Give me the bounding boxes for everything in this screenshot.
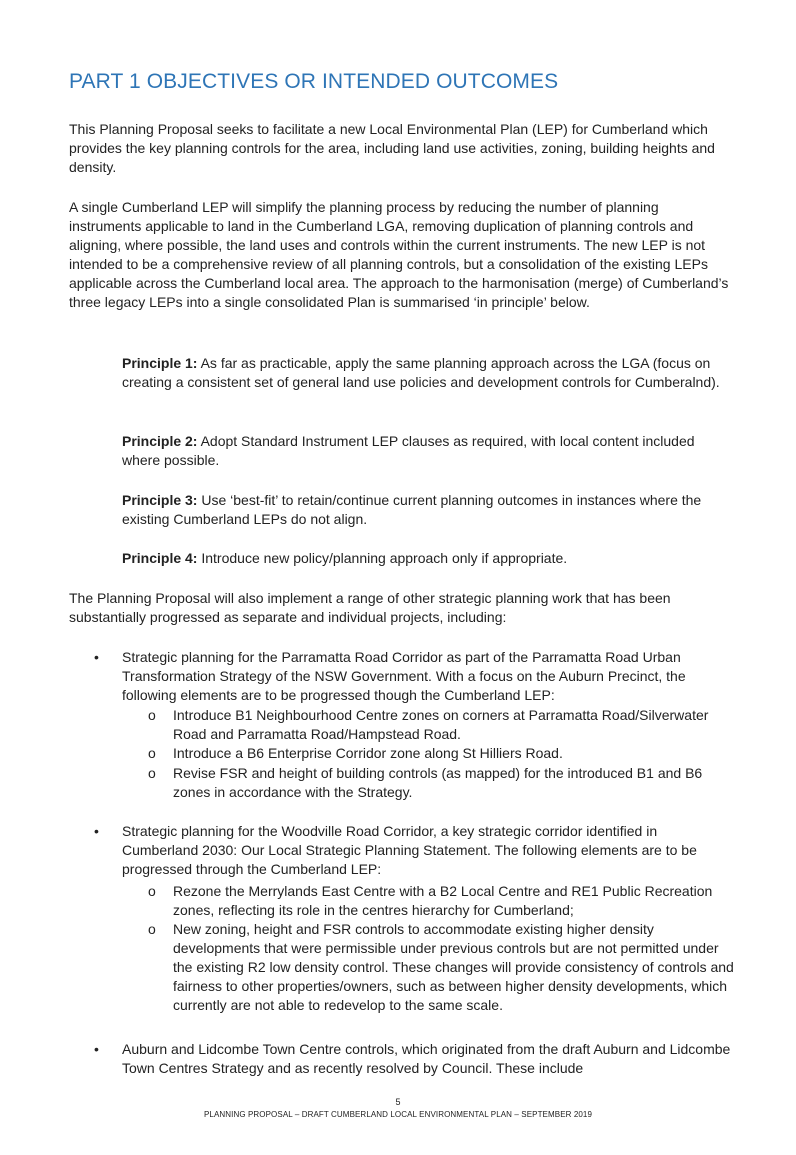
section-heading: PART 1 OBJECTIVES OR INTENDED OUTCOMES — [69, 70, 559, 93]
principle-3 — [122, 491, 734, 529]
strategic-intro-paragraph: The Planning Proposal will also implement a range of other strategic planning work that has been substantially progressed as separate and individual projects, including: — [69, 590, 671, 625]
list-item — [94, 822, 734, 879]
principle-text: As far as practicable, apply the same planning approach across the LGA (focus on creating a consistent set of general land use policies and development controls for Cumberalnd). — [122, 355, 720, 390]
bullet-icon: • — [94, 1041, 99, 1057]
sub-bullet-icon: o — [148, 883, 156, 899]
sub-bullet-icon: o — [148, 921, 156, 937]
sub-list-item-text: Introduce B1 Neighbourhood Centre zones on corners at Parramatta Road/Silverwater Road and Parramatta Road/Hampstead Road. — [173, 707, 709, 742]
bullet-icon: • — [94, 823, 99, 839]
principle-text: Introduce new policy/planning approach only if appropriate. — [197, 550, 568, 566]
bullet-icon: • — [94, 649, 99, 665]
list-item — [94, 1040, 734, 1078]
principle-1 — [122, 354, 734, 392]
principle-text: Use ‘best-fit’ to retain/continue current planning outcomes in instances where the existing Cumberland LEPs do not align. — [122, 492, 702, 527]
principle-label: Principle 1: — [122, 355, 198, 371]
page-footer: PLANNING PROPOSAL – DRAFT CUMBERLAND LOCAL ENVIRONMENTAL PLAN – SEPTEMBER 2019 — [203, 1110, 593, 1119]
sub-list-item-text: Rezone the Merrylands East Centre with a B2 Local Centre and RE1 Public Recreation zones, reflecting its role in the centres hierarchy for Cumberland; — [173, 883, 713, 918]
sub-list-item-text: Introduce a B6 Enterprise Corridor zone along St Hilliers Road. — [173, 745, 563, 761]
sub-list-item-text: New zoning, height and FSR controls to accommodate existing higher density developments that were permissible under previous controls but are not permitted under the existing R2 low density control. These changes will provide consistency of controls and fairness to other properties/owners, such as between higher density developments, which currently are not able to redevelop to the same scale. — [173, 921, 734, 1013]
sub-list-item-text: Revise FSR and height of building controls (as mapped) for the introduced B1 and B6 zones in accordance with the Strategy. — [173, 765, 703, 800]
sub-list-item — [148, 764, 736, 802]
principle-4 — [122, 549, 734, 568]
single-lep-paragraph: A single Cumberland LEP will simplify the planning process by reducing the number of planning instruments applicable to land in the Cumberland LGA, removing duplication of planning controls and aligning, where possible, the land uses and controls within the current instruments. The new LEP is not intended to be a comprehensive review of all planning controls, but a consolidation of the existing LEPs applicable across the Cumberland local area. The approach to the harmonisation (merge) of Cumberland’s three legacy LEPs into a single consolidated Plan is summarised ‘in principle’ below. — [69, 199, 729, 310]
page-number: 5 — [395, 1097, 401, 1107]
principle-label: Principle 3: — [122, 492, 198, 508]
sub-bullet-icon: o — [148, 745, 156, 761]
sub-list-item — [148, 920, 736, 1015]
principle-text: Adopt Standard Instrument LEP clauses as required, with local content included where possible. — [122, 433, 695, 468]
list-item-text: Strategic planning for the Woodville Road Corridor, a key strategic corridor identified in Cumberland 2030: Our Local Strategic Planning Statement. The following elements are to be progressed through the Cumberland LEP: — [122, 823, 697, 877]
sub-list-item — [148, 706, 736, 744]
principle-label: Principle 2: — [122, 433, 198, 449]
intro-paragraph: This Planning Proposal seeks to facilitate a new Local Environmental Plan (LEP) for Cumberland which provides the key planning controls for the area, including land use activities, zoning, building heights and density. — [69, 121, 715, 175]
principle-2 — [122, 432, 734, 470]
principle-label: Principle 4: — [122, 550, 198, 566]
sub-list-item — [148, 744, 736, 763]
list-item-text: Strategic planning for the Parramatta Road Corridor as part of the Parramatta Road Urban Transformation Strategy of the NSW Government. With a focus on the Auburn Precinct, the following elements are to be progressed though the Cumberland LEP: — [122, 649, 686, 703]
list-item-text: Auburn and Lidcombe Town Centre controls, which originated from the draft Auburn and Lidcombe Town Centres Strategy and as recently resolved by Council. These include — [122, 1041, 731, 1076]
sub-bullet-icon: o — [148, 765, 156, 781]
sub-bullet-icon: o — [148, 707, 156, 723]
list-item — [94, 648, 734, 705]
sub-list-item — [148, 882, 736, 920]
